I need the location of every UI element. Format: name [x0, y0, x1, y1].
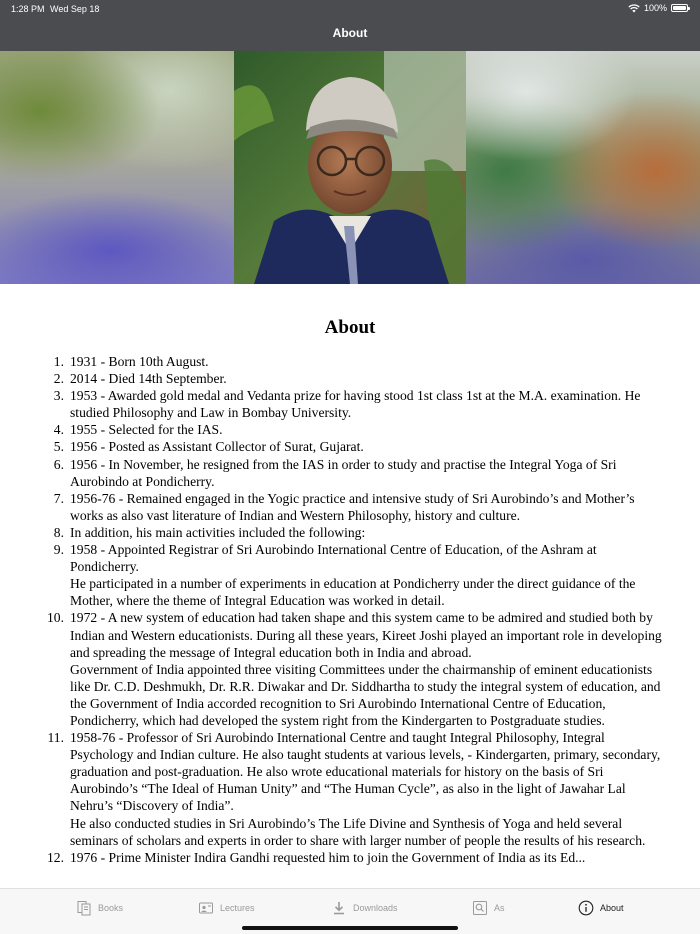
timeline-item-text: Government of India appointed three visiting Committees under the chairmanship of eminent educationists like Dr. C.D. Deshmukh, Dr. R.R. Diwakar and Dr. Siddhartha to study the integral system of education, and the Government of India accorded recognition to Sri Aurobindo International Centre of Education, Pondicherry, which had developed the system right from the Kindergarten to Postgraduate studies.: [70, 661, 661, 728]
status-date: Wed Sep 18: [50, 4, 100, 14]
timeline-item-number: 6.: [53, 456, 64, 472]
nav-title: About: [332, 26, 368, 40]
lectures-icon: [198, 900, 214, 916]
timeline-item: [24, 609, 664, 729]
status-time: 1:28 PM: [11, 4, 45, 14]
timeline-item-text: 1956-76 - Remained engaged in the Yogic practice and intensive study of Sri Aurobindo’s and Mother’s works as also vast literature of Indian and Western Philosophy, history and culture.: [70, 490, 635, 523]
timeline-item-number: 5.: [53, 439, 64, 455]
tab-books[interactable]: [76, 899, 123, 917]
timeline-item-text: 1972 - A new system of education had taken shape and this system came to be admired and studied both by Indian and Western educationists. During all these years, Kireet Joshi played an important role in developing and spreading the message of Integral education both in India and abroad.: [70, 610, 662, 660]
battery-icon: [671, 4, 688, 12]
tab-as[interactable]: [472, 899, 505, 917]
tab-books-label: Books: [98, 903, 124, 913]
timeline-item-text: He also conducted studies in Sri Aurobindo’s The Life Divine and Synthesis of Yoga and held several seminars of scholars and experts in order to share with larger number of people the results of his research.: [70, 815, 646, 848]
timeline-item: [24, 490, 664, 524]
timeline-item-number: 7.: [53, 490, 64, 506]
timeline-item-text: 1956 - In November, he resigned from the IAS in order to study and practise the Integral Yoga of Sri Aurobindo at Pondicherry.: [70, 456, 617, 489]
timeline-item-text: 1931 - Born 10th August.: [70, 354, 209, 369]
tab-bar: [0, 888, 700, 934]
timeline-item: [24, 387, 664, 421]
wifi-icon: [628, 4, 640, 13]
timeline-item: [24, 729, 664, 849]
timeline-item-number: 2.: [53, 371, 64, 387]
hero-blur-left: [0, 51, 234, 284]
timeline-item-text: He participated in a number of experiments in education at Pondicherry under the direct guidance of the Mother, where the theme of Integral Education was worked in detail.: [70, 576, 636, 609]
timeline-item-text: 2014 - Died 14th September.: [70, 371, 227, 387]
timeline-item-number: 8.: [53, 524, 64, 540]
timeline-item-text: 1953 - Awarded gold medal and Vedanta prize for having stood 1st class 1st at the M.A. examination. He studied Philosophy and Law in Bombay University.: [70, 388, 641, 421]
timeline-item: [24, 438, 664, 455]
info-icon: [578, 900, 594, 916]
timeline-item-text: 1958 - Appointed Registrar of Sri Aurobindo International Centre of Education, of the Ashram at Pondicherry.: [70, 542, 597, 575]
timeline-item: [24, 370, 664, 387]
timeline-item-text: In addition, his main activities included the following:: [70, 524, 366, 540]
hero-banner: [0, 51, 700, 284]
timeline-item-number: 1.: [53, 354, 64, 369]
status-bar: [0, 0, 700, 18]
timeline-item: [24, 456, 664, 490]
timeline-item-number: 3.: [53, 388, 64, 404]
about-content[interactable]: [0, 284, 700, 888]
timeline-item: [24, 353, 664, 370]
battery-percent: 100%: [643, 3, 667, 13]
tab-lectures-label: Lectures: [220, 903, 255, 913]
timeline-item: [24, 849, 664, 866]
timeline-item-text: 1958-76 - Professor of Sri Aurobindo International Centre and taught Integral Philosophy, Integral Psychology and Indian culture. He also taught students at various levels, - Kindergarten, primary, secondary, graduation and post-graduation. He also wrote educational materials for history on the basis of Sri Aurobindo’s “The Ideal of Human Unity” and “The Human Cycle”, as also in the light of Jawahar Lal Nehru’s “Discovery of India”.: [70, 730, 661, 814]
status-right: [628, 3, 688, 13]
timeline-item: [24, 421, 664, 438]
timeline-item-number: 10.: [47, 610, 64, 626]
timeline-item-text: 1976 - Prime Minister Indira Gandhi requested him to join the Government of India as its Ed...: [70, 849, 586, 865]
content-heading: About: [324, 317, 376, 338]
tab-about[interactable]: [578, 899, 624, 917]
tab-downloads-label: Downloads: [353, 903, 398, 913]
tab-lectures[interactable]: [198, 899, 255, 917]
tab-as-label: As: [494, 903, 505, 913]
hero-blur-right: [466, 51, 700, 284]
tab-downloads[interactable]: [331, 899, 398, 917]
top-bar: [0, 0, 700, 51]
portrait-photo: [234, 51, 466, 284]
search-icon: [472, 900, 488, 916]
timeline-item: [24, 541, 664, 609]
timeline-item-text: 1955 - Selected for the IAS.: [70, 422, 223, 438]
download-icon: [331, 900, 347, 916]
timeline-item-number: 11.: [47, 730, 64, 746]
timeline-item-text: 1956 - Posted as Assistant Collector of Surat, Gujarat.: [70, 439, 364, 455]
timeline-item: [24, 524, 664, 541]
timeline-list: [24, 353, 664, 866]
home-indicator[interactable]: [242, 926, 458, 930]
timeline-item-number: 4.: [53, 422, 64, 438]
tab-about-label: About: [600, 903, 624, 913]
books-icon: [76, 900, 92, 916]
timeline-item-number: 9.: [53, 542, 64, 558]
timeline-item-number: 12.: [47, 849, 64, 865]
